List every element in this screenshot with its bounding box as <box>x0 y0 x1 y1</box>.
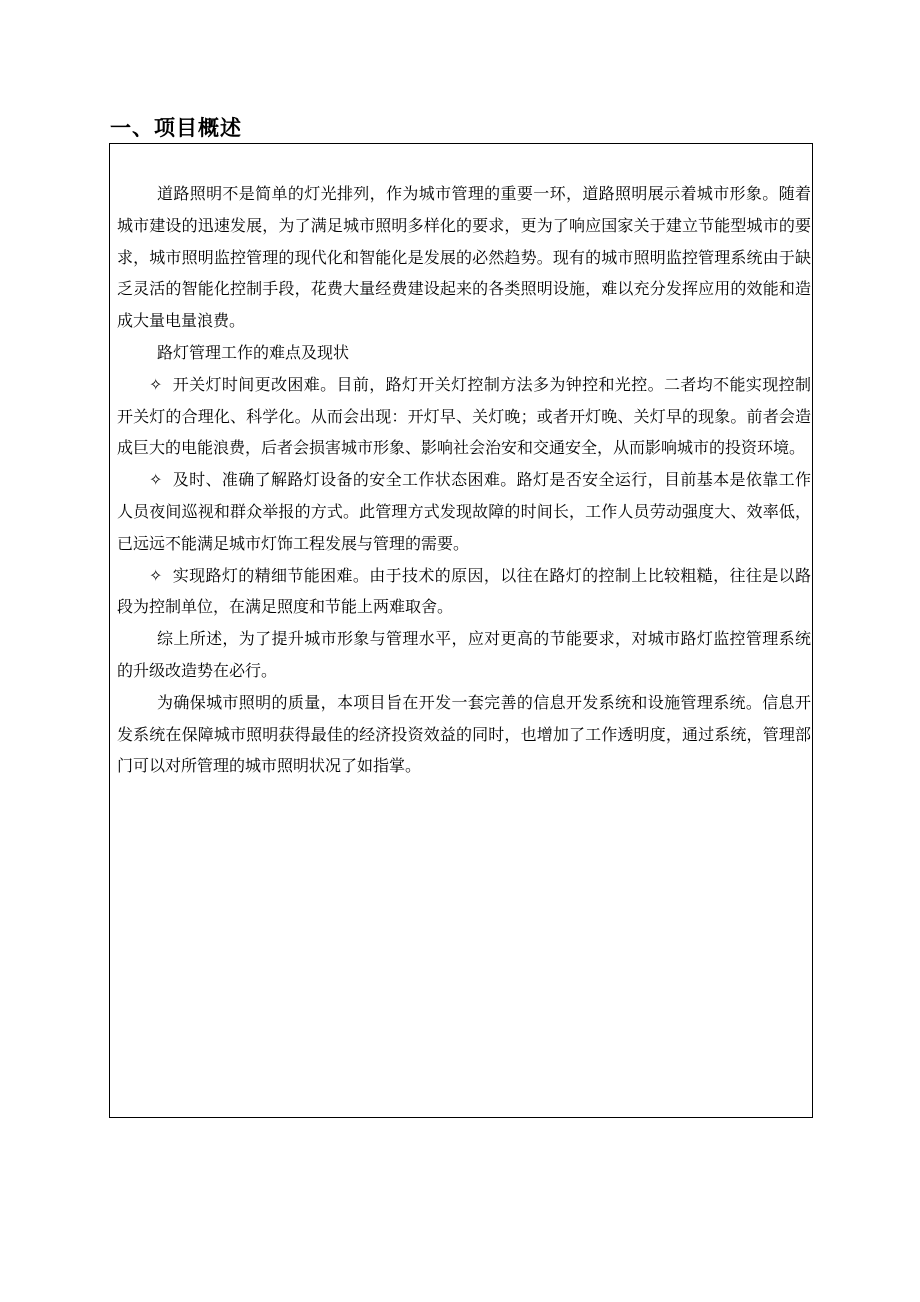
bullet-diamond-icon: ✧ <box>149 374 163 394</box>
goal-paragraph: 为确保城市照明的质量，本项目旨在开发一套完善的信息开发系统和设施管理系统。信息开发系统在保障城市照明获得最佳的经济投资效益的同时，也增加了工作透明度，通过系统，管理部门可以对所管理的城市照明状况了如指掌。 <box>117 692 811 776</box>
summary-paragraph: 综上所述，为了提升城市形象与管理水平，应对更高的节能要求，对城市路灯监控管理系统的升级改造势在必行。 <box>117 629 811 680</box>
bullet-text: 开关灯时间更改困难。目前，路灯开关灯控制方法多为钟控和光控。二者均不能实现控制开关灯的合理化、科学化。从而会出现：开灯早、关灯晚；或者开灯晚、关灯早的现象。前者会造成巨大的电能浪费，后者会损害城市形象、影响社会治安和交通安全，从而影响城市的投资环境。 <box>117 374 811 458</box>
bullet-item <box>117 464 811 559</box>
bullet-text: 及时、准确了解路灯设备的安全工作状态困难。路灯是否安全运行，目前基本是依靠工作人员夜间巡视和群众举报的方式。此管理方式发现故障的时间长，工作人员劳动强度大、效率低，已远远不能满足城市灯饰工程发展与管理的需要。 <box>117 470 811 553</box>
intro-paragraph: 道路照明不是简单的灯光排列，作为城市管理的重要一环，道路照明展示着城市形象。随着城市建设的迅速发展，为了满足城市照明多样化的要求，更为了响应国家关于建立节能型城市的要求，城市照明监控管理的现代化和智能化是发展的必然趋势。现有的城市照明监控管理系统由于缺乏灵活的智能化控制手段，花费大量经费建设起来的各类照明设施，难以充分发挥应用的效能和造成大量电量浪费。 <box>117 184 811 331</box>
bullet-item <box>117 369 811 464</box>
bullet-text: 实现路灯的精细节能困难。由于技术的原因，以往在路灯的控制上比较粗糙，往往是以路段为控制单位，在满足照度和节能上两难取舍。 <box>117 565 811 617</box>
content-body <box>117 178 811 782</box>
section-title: 一、项目概述 <box>110 116 242 140</box>
bullet-diamond-icon: ✧ <box>149 565 163 585</box>
bullet-diamond-icon: ✧ <box>149 470 163 490</box>
bullet-item <box>117 560 811 624</box>
subheading: 路灯管理工作的难点及现状 <box>157 342 350 362</box>
